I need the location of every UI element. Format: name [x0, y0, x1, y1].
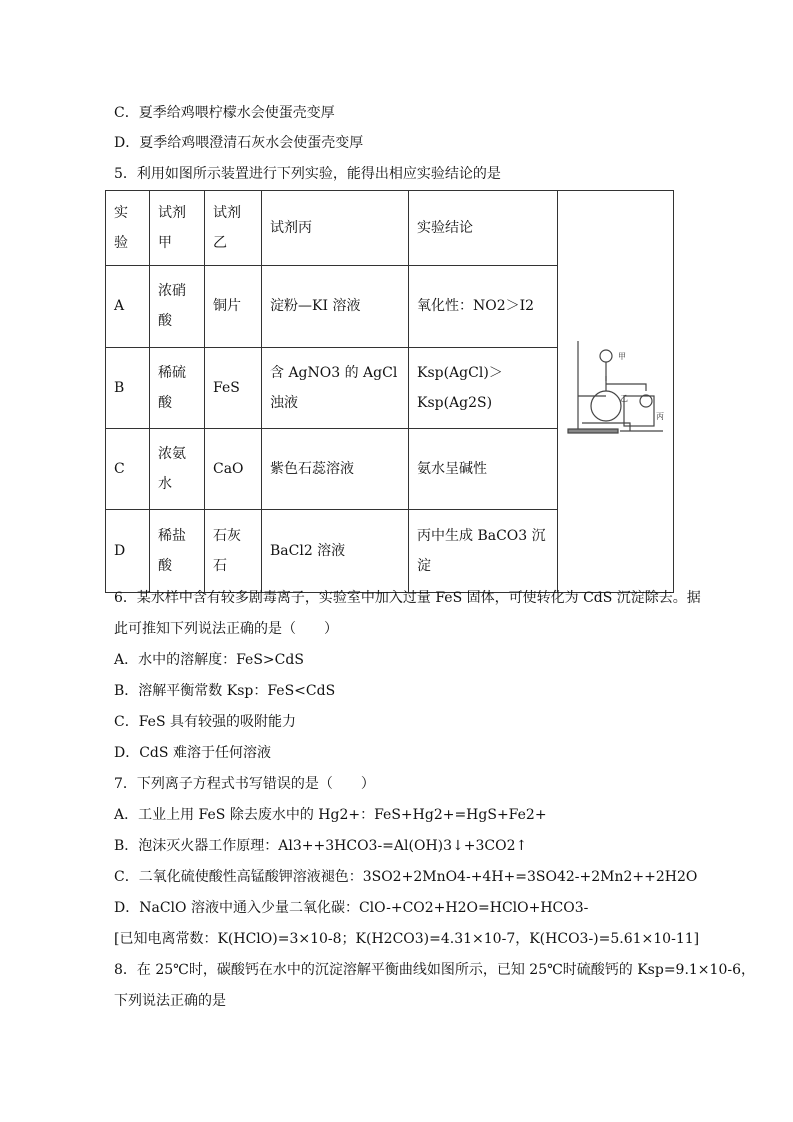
apparatus-figure	[558, 191, 674, 593]
header-cell: 试剂乙	[205, 191, 262, 266]
cell: CaO	[205, 429, 262, 510]
header-cell: 实验结论	[409, 191, 558, 266]
cell: 淀粉—KI 溶液	[262, 266, 409, 347]
q6-stem-2: 此可推知下列说法正确的是（ ）	[114, 621, 338, 637]
cell: FeS	[205, 347, 262, 428]
cell: 紫色石蕊溶液	[262, 429, 409, 510]
cell: 浓硝酸	[150, 266, 205, 347]
q6-option-b: B．溶解平衡常数 Ksp：FeS<CdS	[114, 683, 336, 699]
cell: A	[106, 266, 150, 347]
label-bing: 丙	[656, 412, 664, 421]
table-header-row	[106, 191, 674, 266]
cell: 氨水呈碱性	[409, 429, 558, 510]
apparatus-diagram	[558, 191, 673, 581]
q6-option-d: D．CdS 难溶于任何溶液	[114, 745, 271, 761]
q8-stem-2: 下列说法正确的是	[114, 993, 226, 1009]
q5-table	[105, 190, 674, 593]
q4-option-c: C．夏季给鸡喂柠檬水会使蛋壳变厚	[114, 105, 335, 121]
q7-option-c: C．二氧化硫使酸性高锰酸钾溶液褪色：3SO2+2MnO4-+4H+=3SO42-+2Mn2++2H2O	[114, 869, 698, 885]
q7-stem: 7．下列离子方程式书写错误的是（ ）	[114, 776, 375, 792]
cell: BaCl2 溶液	[262, 510, 409, 593]
cell: 稀盐酸	[150, 510, 205, 593]
cell: D	[106, 510, 150, 593]
cell: 含 AgNO3 的 AgCl 浊液	[262, 347, 409, 428]
cell: 石灰石	[205, 510, 262, 593]
cell: 浓氨水	[150, 429, 205, 510]
q7-note: [已知电离常数：K(HClO)=3×10-8；K(H2CO3)=4.31×10-7，K(HCO3-)=5.61×10-11]	[114, 931, 700, 947]
q6-option-a: A．水中的溶解度：FeS>CdS	[114, 652, 304, 668]
q5-stem: 5．利用如图所示装置进行下列实验，能得出相应实验结论的是	[114, 166, 501, 182]
cell: 氧化性：NO2＞I2	[409, 266, 558, 347]
cell: Ksp(AgCl)＞Ksp(Ag2S)	[409, 347, 558, 428]
q7-option-b: B．泡沫灭火器工作原理：Al3++3HCO3-=Al(OH)3↓+3CO2↑	[114, 838, 528, 854]
q6-stem-1: 6．某水样中含有较多剧毒离子，实验室中加入过量 FeS 固体，可使转化为 CdS 沉淀除去。据	[114, 590, 701, 606]
q6-option-c: C．FeS 具有较强的吸附能力	[114, 714, 296, 730]
cell: 铜片	[205, 266, 262, 347]
q4-option-d: D．夏季给鸡喂澄清石灰水会使蛋壳变厚	[114, 135, 364, 151]
q7-option-d: D．NaClO 溶液中通入少量二氧化碳：ClO-+CO2+H2O=HClO+HCO3-	[114, 900, 589, 916]
header-cell: 试剂丙	[262, 191, 409, 266]
cell: B	[106, 347, 150, 428]
q7-option-a: A．工业上用 FeS 除去废水中的 Hg2+：FeS+Hg2+=HgS+Fe2+	[114, 807, 547, 823]
cell: 稀硫酸	[150, 347, 205, 428]
label-yi: 乙	[620, 394, 628, 403]
cell: 丙中生成 BaCO3 沉淀	[409, 510, 558, 593]
header-cell: 试剂甲	[150, 191, 205, 266]
label-jia: 甲	[618, 352, 626, 361]
q8-stem-1: 8．在 25℃时，碳酸钙在水中的沉淀溶解平衡曲线如图所示，已知 25℃时硫酸钙的 Ksp=9.1×10-6，	[114, 962, 755, 978]
header-cell: 实验	[106, 191, 150, 266]
cell: C	[106, 429, 150, 510]
